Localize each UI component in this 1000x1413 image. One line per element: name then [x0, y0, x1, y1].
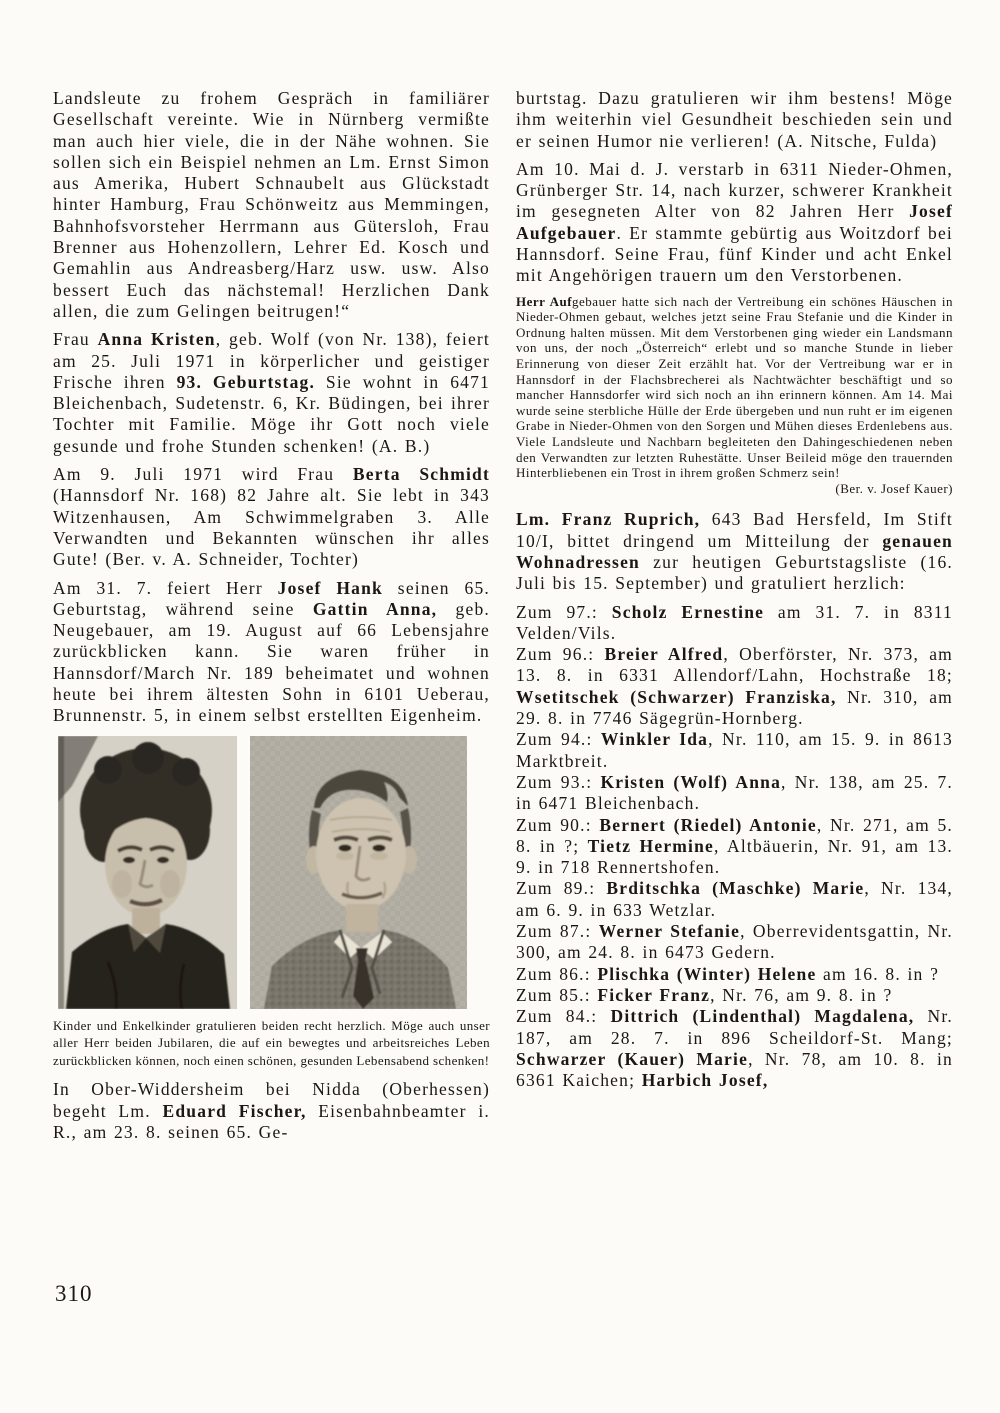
photo-caption: Kinder und Enkelkinder gratulieren beiden recht herzlich. Möge auch unser aller Herr beiden Jubilaren, die auf ein bewegtes und arbeitsreiches Leben zurückblicken können, noch einen schönen, gesunden Lebensabend schenken!: [53, 1017, 490, 1068]
paragraph: Zum 94.: Winkler Ida, Nr. 110, am 15. 9. in 8613 Marktbreit.: [516, 729, 953, 771]
paragraph: Zum 96.: Breier Alfred, Oberförster, Nr. 373, am 13. 8. in 6331 Allendorf/Lahn, Hochstraße 18; Wsetitschek (Schwarzer) Franziska, Nr. 310, am 29. 8. in 7746 Sägegrün-Hornberg.: [516, 644, 953, 729]
paragraph: Zum 85.: Ficker Franz, Nr. 76, am 9. 8. in ?: [516, 984, 893, 1005]
paragraph: Lm. Franz Ruprich, 643 Bad Hersfeld, Im Stift 10/I, bittet dringend um Mitteilung der genauen Wohnadressen zur heutigen Geburtstagsliste (16. Juli bis 15. September) und gratuliert herzlich:: [516, 509, 953, 594]
paragraph: Herr Aufgebauer hatte sich nach der Vertreibung ein schönes Häuschen in Nieder-Ohmen gebaut, welches jetzt seine Frau Stefanie und die Kinder in Ordnung halten müssen. Mit dem Verstorbenen ging wieder ein Landsmann von uns, der noch „Österreich“ erlebt und so manche Stunde in lieber Erinnerung von dieser Zeit erzählt hat. Vor der Vertreibung war er in Hannsdorf in der Flachsbrecherei als Nachtwächter beschäftigt und so mancher Hannsdorfer wird sich noch an ihn erinnern können. Am 14. Mai wurde seine sterbliche Hülle der Erde übergeben und nun ruht er im eigenen Grabe in Nieder-Ohmen von den Sorgen und Mühen dieses Erdenlebens aus. Viele Landsleute und Nachbarn begleiteten den Dahingeschiedenen neben den Verwandten zur letzten Ruhestätte. Unser Beileid möge den trauernden Hinterbliebenen ein Trost in ihrem großen Schmerz sein!: [516, 293, 953, 481]
right-paragraphs: [516, 88, 953, 1091]
paragraph: Zum 97.: Scholz Ernestine am 31. 7. in 8311 Velden/Vils.: [516, 601, 953, 643]
jubilee-photos: [53, 736, 490, 1009]
left-paragraphs-top: [53, 88, 490, 727]
paragraph: Zum 90.: Bernert (Riedel) Antonie, Nr. 271, am 5. 8. in ?; Tietz Hermine, Altbäuerin, Nr. 91, am 13. 9. in 718 Rennertshofen.: [516, 814, 953, 878]
paragraph: Zum 86.: Plischka (Winter) Helene am 16. 8. in ?: [516, 963, 940, 984]
paragraph: Landsleute zu frohem Gespräch in familiärer Gesellschaft vereinte. Wie in Nürnberg vermißte man auch hier viele, die in der Nähe wohnen. Sie sollen sich ein Beispiel nehmen an Lm. Ernst Simon aus Amerika, Hubert Schnaubelt aus Glückstadt hinter Hamburg, Frau Schönweitz aus Memmingen, Bahnhofsvorsteher Herrmann aus Gütersloh, Frau Brenner aus Hohenzollern, Lehrer Ed. Kosch und Gemahlin aus Andreasberg/Harz usw. usw. Also bessert Euch das nächstemal! Herzlichen Dank allen, die zum Gelingen beitrugen!“: [53, 88, 490, 321]
paragraph: (Ber. v. Josef Kauer): [835, 480, 953, 496]
left-column: [53, 88, 490, 1150]
paragraph: burtstag. Dazu gratulieren wir ihm bestens! Möge ihm weiterhin viel Gesundheit beschieden sein und er seinen Humor nie verlieren! (A. Nitsche, Fulda): [516, 88, 953, 151]
paragraph: Zum 93.: Kristen (Wolf) Anna, Nr. 138, am 25. 7. in 6471 Bleichenbach.: [516, 771, 953, 814]
portrait-woman-photo: [58, 736, 237, 1009]
paragraph: Am 9. Juli 1971 wird Frau Berta Schmidt (Hannsdorf Nr. 168) 82 Jahre alt. Sie lebt in 343 Witzenhausen, Am Schwimmelgraben 3. Alle Verwandten und Bekannten wünschen ihr alles Gute! (Ber. v. A. Schneider, Tochter): [53, 464, 491, 570]
portrait-man-photo: [250, 736, 467, 1009]
page-number: 310: [55, 1281, 93, 1306]
paragraph: Frau Anna Kristen, geb. Wolf (von Nr. 138), feiert am 25. Juli 1971 in körperlicher und geistiger Frische ihren 93. Geburtstag. Sie wohnt in 6471 Bleichenbach, Sudetenstr. 6, Kr. Büdingen, bei ihrer Tochter mit Familie. Möge ihr Gott noch viele gesunde und frohe Stunden schenken! (A. B.): [53, 329, 490, 456]
left-paragraphs-bottom: [53, 1079, 490, 1143]
paragraph: Am 31. 7. feiert Herr Josef Hank seinen 65. Geburtstag, während seine Gattin Anna, geb. Neugebauer, am 19. August auf 66 Lebensjahre zurückblicken kann. Sie waren früher in Hannsdorf/March Nr. 189 beheimatet und wohnen heute bei ihrem ältesten Sohn in 6101 Ueberau, Brunnenstr. 5, in einem selbst erstellten Eigenheim.: [53, 577, 490, 726]
paragraph: Zum 87.: Werner Stefanie, Oberrevidentsgattin, Nr. 300, am 24. 8. in 6473 Gedern.: [516, 921, 954, 963]
paragraph: Am 10. Mai d. J. verstarb in 6311 Nieder-Ohmen, Grünberger Str. 14, nach kurzer, schwerer Krankheit im gesegneten Alter von 82 Jahren Herr Josef Aufgebauer. Er stammte gebürtig aus Woitzdorf bei Hannsdorf. Seine Frau, fünf Kinder und acht Enkel mit Angehörigen trauern um den Verstorbenen.: [516, 158, 953, 286]
paragraph: In Ober-Widdersheim bei Nidda (Oberhessen) begeht Lm. Eduard Fischer, Eisenbahnbeamter i. R., am 23. 8. seinen 65. Ge-: [53, 1079, 490, 1142]
paragraph: Zum 89.: Brditschka (Maschke) Marie, Nr. 134, am 6. 9. in 633 Wetzlar.: [516, 878, 954, 920]
paragraph: Zum 84.: Dittrich (Lindenthal) Magdalena, Nr. 187, am 28. 7. in 896 Scheildorf-St. Mang; Schwarzer (Kauer) Marie, Nr. 78, am 10. 8. in 6361 Kaichen; Harbich Josef,: [516, 1006, 953, 1091]
right-column: [516, 88, 953, 1091]
